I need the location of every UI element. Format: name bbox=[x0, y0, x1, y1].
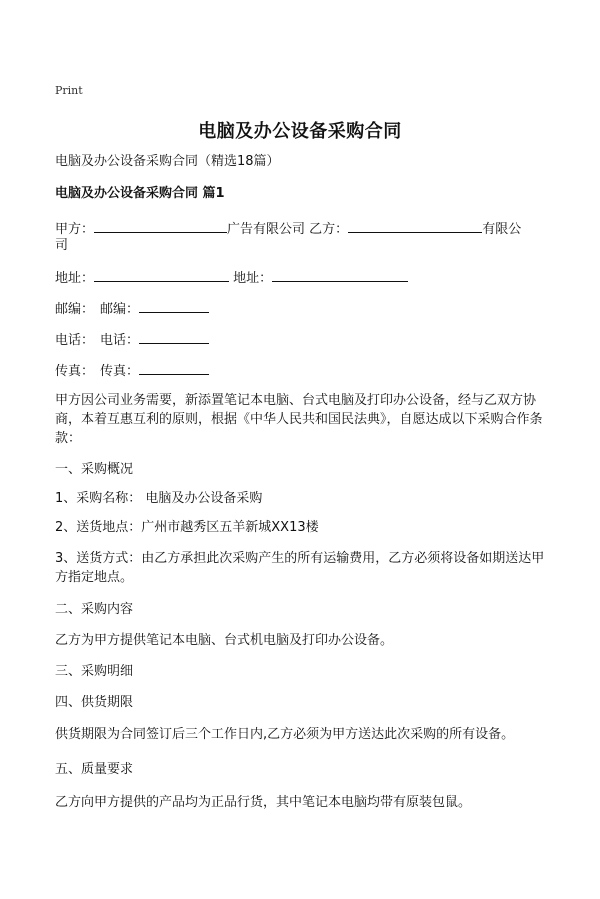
phone-a-label: 电话： bbox=[55, 333, 95, 348]
intro-paragraph: 甲方因公司业务需要，新添置笔记本电脑、台式电脑及打印办公设备，经与乙双方协商，本着互惠互利的原则，根据《中华人民共和国民法典》，自愿达成以下采购合作条款： bbox=[55, 393, 543, 446]
party-a-label: 甲方： bbox=[55, 222, 95, 237]
section-5-heading: 五、质量要求 bbox=[55, 762, 134, 777]
section-1-heading: 一、采购概况 bbox=[55, 462, 134, 477]
address-b-blank bbox=[272, 267, 408, 282]
address-b-label: 地址： bbox=[233, 271, 273, 286]
postcode-b-blank bbox=[139, 298, 209, 313]
document-title: 电脑及办公设备采购合同 bbox=[198, 121, 402, 142]
party-b-wrap: 司 bbox=[55, 238, 69, 253]
phone-line bbox=[55, 329, 209, 350]
fax-line bbox=[55, 360, 209, 381]
section-1-item-1: 1、采购名称： 电脑及办公设备采购 bbox=[55, 491, 263, 506]
fax-b-blank bbox=[139, 360, 209, 375]
section-4-heading: 四、供货期限 bbox=[55, 695, 134, 710]
party-a-blank bbox=[94, 218, 227, 233]
party-a-suffix: 广告有限公司 bbox=[227, 222, 306, 237]
address-line bbox=[55, 267, 408, 288]
phone-b-blank bbox=[139, 329, 209, 344]
postcode-a-label: 邮编： bbox=[55, 302, 95, 317]
address-a-blank bbox=[94, 267, 229, 282]
phone-b-label: 电话： bbox=[100, 333, 140, 348]
section-2-heading: 二、采购内容 bbox=[55, 602, 134, 617]
fax-a-label: 传真： bbox=[55, 364, 95, 379]
party-b-blank bbox=[348, 218, 482, 233]
section-2-text: 乙方为甲方提供笔记本电脑、台式机电脑及打印办公设备。 bbox=[55, 633, 394, 648]
fax-b-label: 传真： bbox=[100, 364, 140, 379]
section-5-text: 乙方向甲方提供的产品均为正品行货，其中笔记本电脑均带有原装包鼠。 bbox=[55, 795, 472, 810]
party-line bbox=[55, 218, 521, 239]
section-1-item-3: 3、送货方式：由乙方承担此次采购产生的所有运输费用，乙方必须将设备如期送达甲方指定地点。 bbox=[55, 551, 545, 585]
print-label: Print bbox=[55, 84, 83, 97]
postcode-line bbox=[55, 298, 209, 319]
section-1-item-2: 2、送货地点：广州市越秀区五羊新城XX13楼 bbox=[55, 520, 319, 535]
document-subtitle: 电脑及办公设备采购合同（精选18篇） bbox=[55, 154, 280, 169]
section-title: 电脑及办公设备采购合同 篇1 bbox=[55, 186, 225, 201]
party-b-suffix: 有限公 bbox=[482, 222, 522, 237]
party-b-label: 乙方： bbox=[309, 222, 349, 237]
postcode-b-label: 邮编： bbox=[100, 302, 140, 317]
section-3-heading: 三、采购明细 bbox=[55, 664, 134, 679]
section-4-text: 供货期限为合同签订后三个工作日内,乙方必须为甲方送达此次采购的所有设备。 bbox=[55, 727, 515, 742]
address-a-label: 地址： bbox=[55, 271, 95, 286]
